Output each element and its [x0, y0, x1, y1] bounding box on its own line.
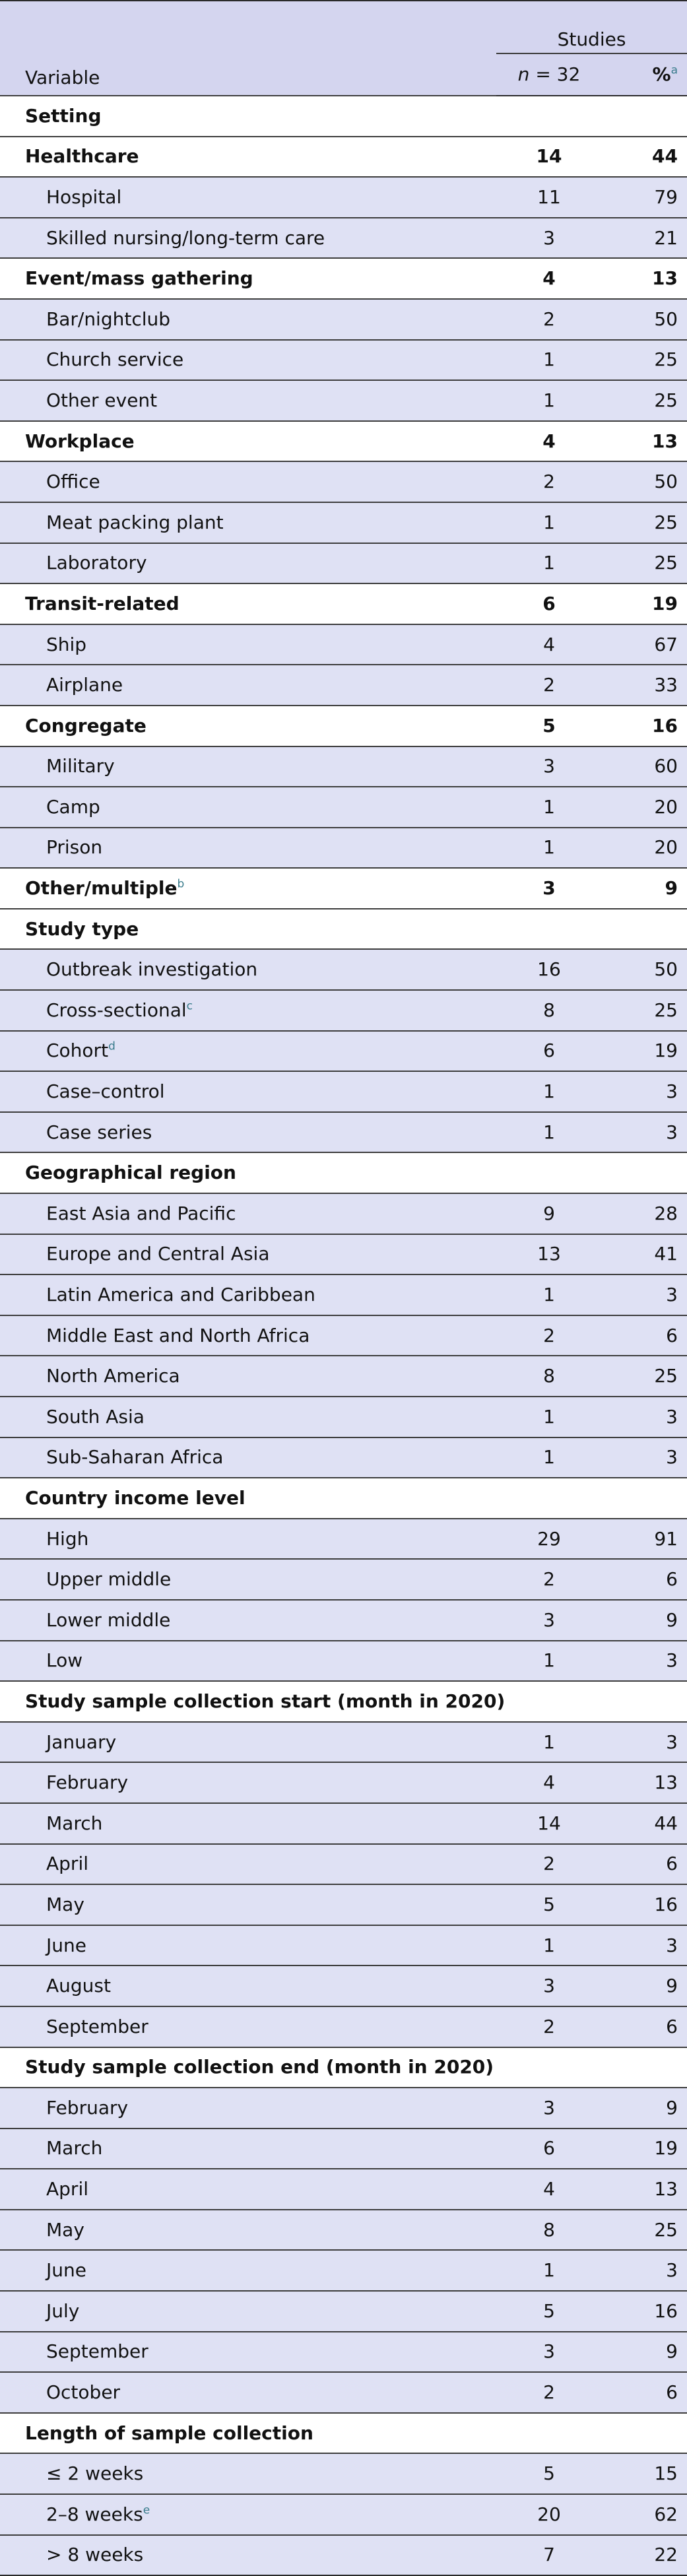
row-label: South Asia: [46, 1405, 145, 1428]
row-percent: 50: [602, 461, 687, 502]
row-label: Event/mass gathering: [25, 267, 253, 290]
table-row: [0, 1315, 687, 1356]
group-row: [0, 706, 687, 746]
table-row: [0, 1641, 687, 1682]
row-percent: 9: [602, 2088, 687, 2129]
table-row: [0, 2210, 687, 2251]
row-label: Other/multiple: [25, 877, 178, 900]
section-header-row: [0, 909, 687, 950]
section-header-row: [0, 1478, 687, 1519]
row-percent: 21: [602, 218, 687, 259]
group-row: [0, 583, 687, 624]
row-label-cell: [0, 2169, 496, 2210]
table-row: [0, 2332, 687, 2373]
studies-header: Studies: [496, 1, 687, 53]
row-label: North America: [46, 1365, 180, 1387]
row-count: 8: [496, 1356, 602, 1397]
row-count: 1: [496, 543, 602, 584]
row-label: Middle East and North Africa: [46, 1324, 310, 1346]
table-row: [0, 2453, 687, 2494]
table-row: [0, 665, 687, 706]
row-label-cell: [0, 1437, 496, 1478]
row-percent: 6: [602, 1559, 687, 1600]
row-label: August: [46, 1975, 111, 1997]
row-count: 5: [496, 706, 602, 746]
row-label-cell: [0, 2006, 496, 2047]
row-percent: 25: [602, 990, 687, 1031]
row-count: 3: [496, 218, 602, 259]
row-label: Cohort: [46, 1040, 109, 1062]
table-row: [0, 1031, 687, 1072]
percent-header: [602, 53, 687, 96]
table-row: [0, 1519, 687, 1560]
row-label: Case–control: [46, 1080, 165, 1103]
table-row: [0, 2494, 687, 2535]
row-count: 5: [496, 2291, 602, 2332]
row-label: Meat packing plant: [46, 511, 224, 533]
row-count: 4: [496, 258, 602, 299]
row-label: High: [46, 1527, 89, 1550]
row-percent: 60: [602, 746, 687, 787]
row-count: 1: [496, 1722, 602, 1763]
row-percent: 13: [602, 1762, 687, 1803]
row-count: 14: [496, 137, 602, 178]
row-label-cell: [0, 1965, 496, 2006]
row-percent: 25: [602, 502, 687, 543]
row-label-cell: [0, 2332, 496, 2373]
row-label-cell: [0, 706, 496, 746]
row-label-cell: [0, 340, 496, 381]
row-count: 2: [496, 1559, 602, 1600]
row-count: 1: [496, 828, 602, 869]
table-row: [0, 218, 687, 259]
row-label-cell: [0, 1600, 496, 1641]
row-percent: 16: [602, 1884, 687, 1925]
row-label: Church service: [46, 348, 184, 371]
row-label-cell: [0, 1844, 496, 1885]
row-label: January: [46, 1731, 117, 1753]
row-percent: 44: [602, 1803, 687, 1844]
row-label: Skilled nursing/long-term care: [46, 226, 325, 249]
row-count: 1: [496, 1397, 602, 1437]
row-count: 3: [496, 746, 602, 787]
row-count: 8: [496, 990, 602, 1031]
row-count: 2: [496, 1315, 602, 1356]
row-label-cell: [0, 1356, 496, 1397]
row-label: July: [46, 2299, 80, 2322]
row-percent: 33: [602, 665, 687, 706]
row-label: Latin America and Caribbean: [46, 1284, 315, 1306]
row-percent: 15: [602, 2453, 687, 2494]
row-label: October: [46, 2381, 121, 2404]
row-label: March: [46, 2137, 103, 2160]
row-label: ≤ 2 weeks: [46, 2462, 144, 2485]
row-label-cell: [0, 502, 496, 543]
group-row: [0, 421, 687, 462]
row-percent: 50: [602, 299, 687, 340]
row-label: Bar/nightclub: [46, 308, 171, 330]
section-title: Study sample collection end (month in 2020): [0, 2047, 687, 2088]
row-count: 1: [496, 502, 602, 543]
row-count: 1: [496, 1641, 602, 1682]
row-label: Europe and Central Asia: [46, 1243, 270, 1265]
row-label: Lower middle: [46, 1608, 171, 1631]
row-label-cell: [0, 1193, 496, 1234]
row-label: April: [46, 2178, 88, 2200]
row-label: 2–8 weeks: [46, 2503, 143, 2525]
table-row: [0, 1762, 687, 1803]
row-count: 9: [496, 1193, 602, 1234]
row-label-cell: [0, 746, 496, 787]
row-percent: 20: [602, 787, 687, 828]
row-label-cell: [0, 461, 496, 502]
row-percent: 3: [602, 1641, 687, 1682]
row-count: 2: [496, 2006, 602, 2047]
section-header-row: [0, 96, 687, 137]
section-header-row: [0, 2413, 687, 2454]
row-label-cell: [0, 1722, 496, 1763]
row-label-cell: [0, 299, 496, 340]
table-row: [0, 949, 687, 990]
group-row: [0, 258, 687, 299]
row-percent: 3: [602, 1925, 687, 1966]
table-row: [0, 299, 687, 340]
section-header-row: [0, 2047, 687, 2088]
row-label: Case series: [46, 1121, 152, 1143]
table-row: [0, 828, 687, 869]
row-label-cell: [0, 868, 496, 909]
row-percent: 6: [602, 2006, 687, 2047]
row-percent: 91: [602, 1519, 687, 1560]
row-label: May: [46, 2218, 84, 2241]
row-label: Ship: [46, 633, 87, 655]
row-label-cell: [0, 137, 496, 178]
row-count: 4: [496, 2169, 602, 2210]
row-percent: 6: [602, 1315, 687, 1356]
row-count: 20: [496, 2494, 602, 2535]
table-row: [0, 461, 687, 502]
row-label: June: [46, 2259, 86, 2282]
n-symbol: n: [517, 63, 530, 85]
table-row: [0, 543, 687, 584]
row-label: March: [46, 1812, 103, 1834]
row-percent: 3: [602, 1112, 687, 1153]
row-count: 3: [496, 2332, 602, 2373]
row-label-cell: [0, 1274, 496, 1315]
row-count: 5: [496, 2453, 602, 2494]
table-body: [0, 96, 687, 2575]
row-label: East Asia and Pacific: [46, 1202, 236, 1224]
row-percent: 19: [602, 583, 687, 624]
table-row: [0, 1884, 687, 1925]
row-count: 5: [496, 1884, 602, 1925]
row-label-cell: [0, 543, 496, 584]
row-count: 1: [496, 2250, 602, 2291]
row-percent: 22: [602, 2535, 687, 2576]
row-label: Upper middle: [46, 1568, 172, 1591]
row-label-cell: [0, 1803, 496, 1844]
table-row: [0, 1600, 687, 1641]
row-label-cell: [0, 2088, 496, 2129]
section-header-row: [0, 1681, 687, 1722]
row-label: April: [46, 1853, 88, 1875]
row-label-cell: [0, 2291, 496, 2332]
section-title: Study type: [0, 909, 687, 950]
row-count: 1: [496, 380, 602, 421]
row-percent: 9: [602, 1600, 687, 1641]
table-row: [0, 1274, 687, 1315]
row-count: 6: [496, 583, 602, 624]
row-count: 2: [496, 665, 602, 706]
row-count: 4: [496, 624, 602, 665]
row-label-cell: [0, 787, 496, 828]
row-label: Transit-related: [25, 592, 180, 614]
row-label-cell: [0, 2210, 496, 2251]
row-label: Cross-sectional: [46, 999, 187, 1021]
row-count: 3: [496, 1965, 602, 2006]
table-row: [0, 1397, 687, 1437]
row-count: 8: [496, 2210, 602, 2251]
row-count: 1: [496, 787, 602, 828]
row-count: 29: [496, 1519, 602, 1560]
table-row: [0, 380, 687, 421]
n-value: = 32: [529, 63, 581, 85]
row-label-cell: [0, 1315, 496, 1356]
table-row: [0, 624, 687, 665]
row-label-cell: [0, 1519, 496, 1560]
row-count: 4: [496, 1762, 602, 1803]
row-label: Airplane: [46, 674, 123, 696]
row-label-cell: [0, 2250, 496, 2291]
table-row: [0, 1844, 687, 1885]
percent-label: %: [652, 63, 671, 85]
row-label-cell: [0, 990, 496, 1031]
row-count: 3: [496, 868, 602, 909]
row-label-cell: [0, 949, 496, 990]
row-count: 13: [496, 1234, 602, 1275]
row-label: Camp: [46, 795, 100, 818]
row-count: 11: [496, 177, 602, 218]
table-row: [0, 1071, 687, 1112]
row-count: 6: [496, 1031, 602, 1072]
group-row: [0, 137, 687, 178]
row-count: 3: [496, 1600, 602, 1641]
row-count: 1: [496, 1925, 602, 1966]
table-row: [0, 177, 687, 218]
row-label: February: [46, 1771, 129, 1794]
row-percent: 3: [602, 1437, 687, 1478]
row-label: Workplace: [25, 430, 135, 452]
row-percent: 62: [602, 2494, 687, 2535]
row-percent: 25: [602, 543, 687, 584]
row-count: 1: [496, 1071, 602, 1112]
table-row: [0, 1559, 687, 1600]
row-count: 4: [496, 421, 602, 462]
variable-header: Variable: [0, 1, 496, 96]
row-count: 2: [496, 1844, 602, 1885]
row-label-cell: [0, 583, 496, 624]
table-row: [0, 1437, 687, 1478]
section-title: Country income level: [0, 1478, 687, 1519]
row-percent: 13: [602, 258, 687, 299]
n-header: [496, 53, 602, 96]
table-row: [0, 1925, 687, 1966]
row-label-cell: [0, 1762, 496, 1803]
row-percent: 6: [602, 1844, 687, 1885]
row-percent: 3: [602, 2250, 687, 2291]
row-percent: 44: [602, 137, 687, 178]
row-label: Healthcare: [25, 145, 139, 168]
table-row: [0, 1356, 687, 1397]
row-percent: 67: [602, 624, 687, 665]
row-label: September: [46, 2340, 148, 2363]
table-row: [0, 2535, 687, 2576]
row-count: 6: [496, 2129, 602, 2169]
row-count: 1: [496, 340, 602, 381]
row-label: Laboratory: [46, 552, 147, 574]
footnote-marker: d: [108, 1040, 115, 1054]
row-label-cell: [0, 177, 496, 218]
row-label: June: [46, 1934, 86, 1956]
section-header-row: [0, 1152, 687, 1193]
row-label-cell: [0, 2129, 496, 2169]
table-row: [0, 2129, 687, 2169]
row-label-cell: [0, 1031, 496, 1072]
row-label: September: [46, 2015, 148, 2037]
row-label-cell: [0, 1884, 496, 1925]
row-label-cell: [0, 258, 496, 299]
row-count: 7: [496, 2535, 602, 2576]
row-label-cell: [0, 2494, 496, 2535]
footnote-marker: e: [143, 2503, 150, 2517]
row-count: 2: [496, 2372, 602, 2413]
row-percent: 16: [602, 2291, 687, 2332]
group-row: [0, 868, 687, 909]
section-title: Geographical region: [0, 1152, 687, 1193]
table-row: [0, 2006, 687, 2047]
row-label: Hospital: [46, 185, 122, 208]
row-percent: 3: [602, 1274, 687, 1315]
row-count: 1: [496, 1437, 602, 1478]
row-percent: 50: [602, 949, 687, 990]
row-label-cell: [0, 1559, 496, 1600]
section-title: Length of sample collection: [0, 2413, 687, 2454]
row-label-cell: [0, 421, 496, 462]
row-label-cell: [0, 380, 496, 421]
row-label-cell: [0, 2535, 496, 2576]
row-label-cell: [0, 624, 496, 665]
row-percent: 13: [602, 2169, 687, 2210]
footnote-marker: c: [186, 999, 193, 1013]
row-count: 1: [496, 1112, 602, 1153]
row-label-cell: [0, 1641, 496, 1682]
table-row: [0, 2291, 687, 2332]
row-label: Military: [46, 755, 115, 777]
row-label: Sub-Saharan Africa: [46, 1446, 224, 1469]
table-row: [0, 2169, 687, 2210]
row-count: 3: [496, 2088, 602, 2129]
table-row: [0, 787, 687, 828]
row-percent: 25: [602, 2210, 687, 2251]
row-percent: 19: [602, 1031, 687, 1072]
row-label-cell: [0, 1397, 496, 1437]
table-row: [0, 1234, 687, 1275]
row-count: 16: [496, 949, 602, 990]
table-row: [0, 1803, 687, 1844]
section-title: Setting: [0, 96, 687, 137]
table-row: [0, 1965, 687, 2006]
footnote-marker: b: [177, 877, 185, 891]
table-row: [0, 746, 687, 787]
row-count: 2: [496, 461, 602, 502]
table-row: [0, 2250, 687, 2291]
row-percent: 79: [602, 177, 687, 218]
row-percent: 19: [602, 2129, 687, 2169]
row-label: February: [46, 2096, 129, 2119]
row-label-cell: [0, 1234, 496, 1275]
table-row: [0, 502, 687, 543]
row-label: Low: [46, 1649, 83, 1672]
table-row: [0, 1112, 687, 1153]
section-title: Study sample collection start (month in 2020): [0, 1681, 687, 1722]
row-percent: 9: [602, 1965, 687, 2006]
row-percent: 13: [602, 421, 687, 462]
row-label: Prison: [46, 836, 103, 859]
row-percent: 25: [602, 1356, 687, 1397]
row-label-cell: [0, 665, 496, 706]
row-percent: 25: [602, 380, 687, 421]
row-label-cell: [0, 2453, 496, 2494]
header-row-top: [0, 1, 687, 53]
row-label-cell: [0, 1925, 496, 1966]
row-label: > 8 weeks: [46, 2544, 144, 2566]
row-percent: 28: [602, 1193, 687, 1234]
row-label-cell: [0, 2372, 496, 2413]
row-percent: 25: [602, 340, 687, 381]
table-row: [0, 1193, 687, 1234]
row-label: Other event: [46, 389, 158, 411]
row-count: 1: [496, 1274, 602, 1315]
footnote-marker: a: [671, 63, 678, 77]
table-row: [0, 2372, 687, 2413]
table-row: [0, 2088, 687, 2129]
table-row: [0, 990, 687, 1031]
table-row: [0, 340, 687, 381]
row-label: Outbreak investigation: [46, 958, 258, 981]
row-percent: 9: [602, 868, 687, 909]
row-count: 2: [496, 299, 602, 340]
row-percent: 3: [602, 1722, 687, 1763]
row-percent: 9: [602, 2332, 687, 2373]
row-percent: 16: [602, 706, 687, 746]
row-label: May: [46, 1893, 84, 1915]
row-label: Congregate: [25, 714, 147, 737]
row-label: Office: [46, 471, 100, 493]
table-row: [0, 1722, 687, 1763]
row-percent: 3: [602, 1397, 687, 1437]
row-percent: 20: [602, 828, 687, 869]
row-label-cell: [0, 1112, 496, 1153]
row-label-cell: [0, 828, 496, 869]
row-percent: 41: [602, 1234, 687, 1275]
row-label-cell: [0, 1071, 496, 1112]
row-count: 14: [496, 1803, 602, 1844]
row-percent: 3: [602, 1071, 687, 1112]
row-label-cell: [0, 218, 496, 259]
row-percent: 6: [602, 2372, 687, 2413]
